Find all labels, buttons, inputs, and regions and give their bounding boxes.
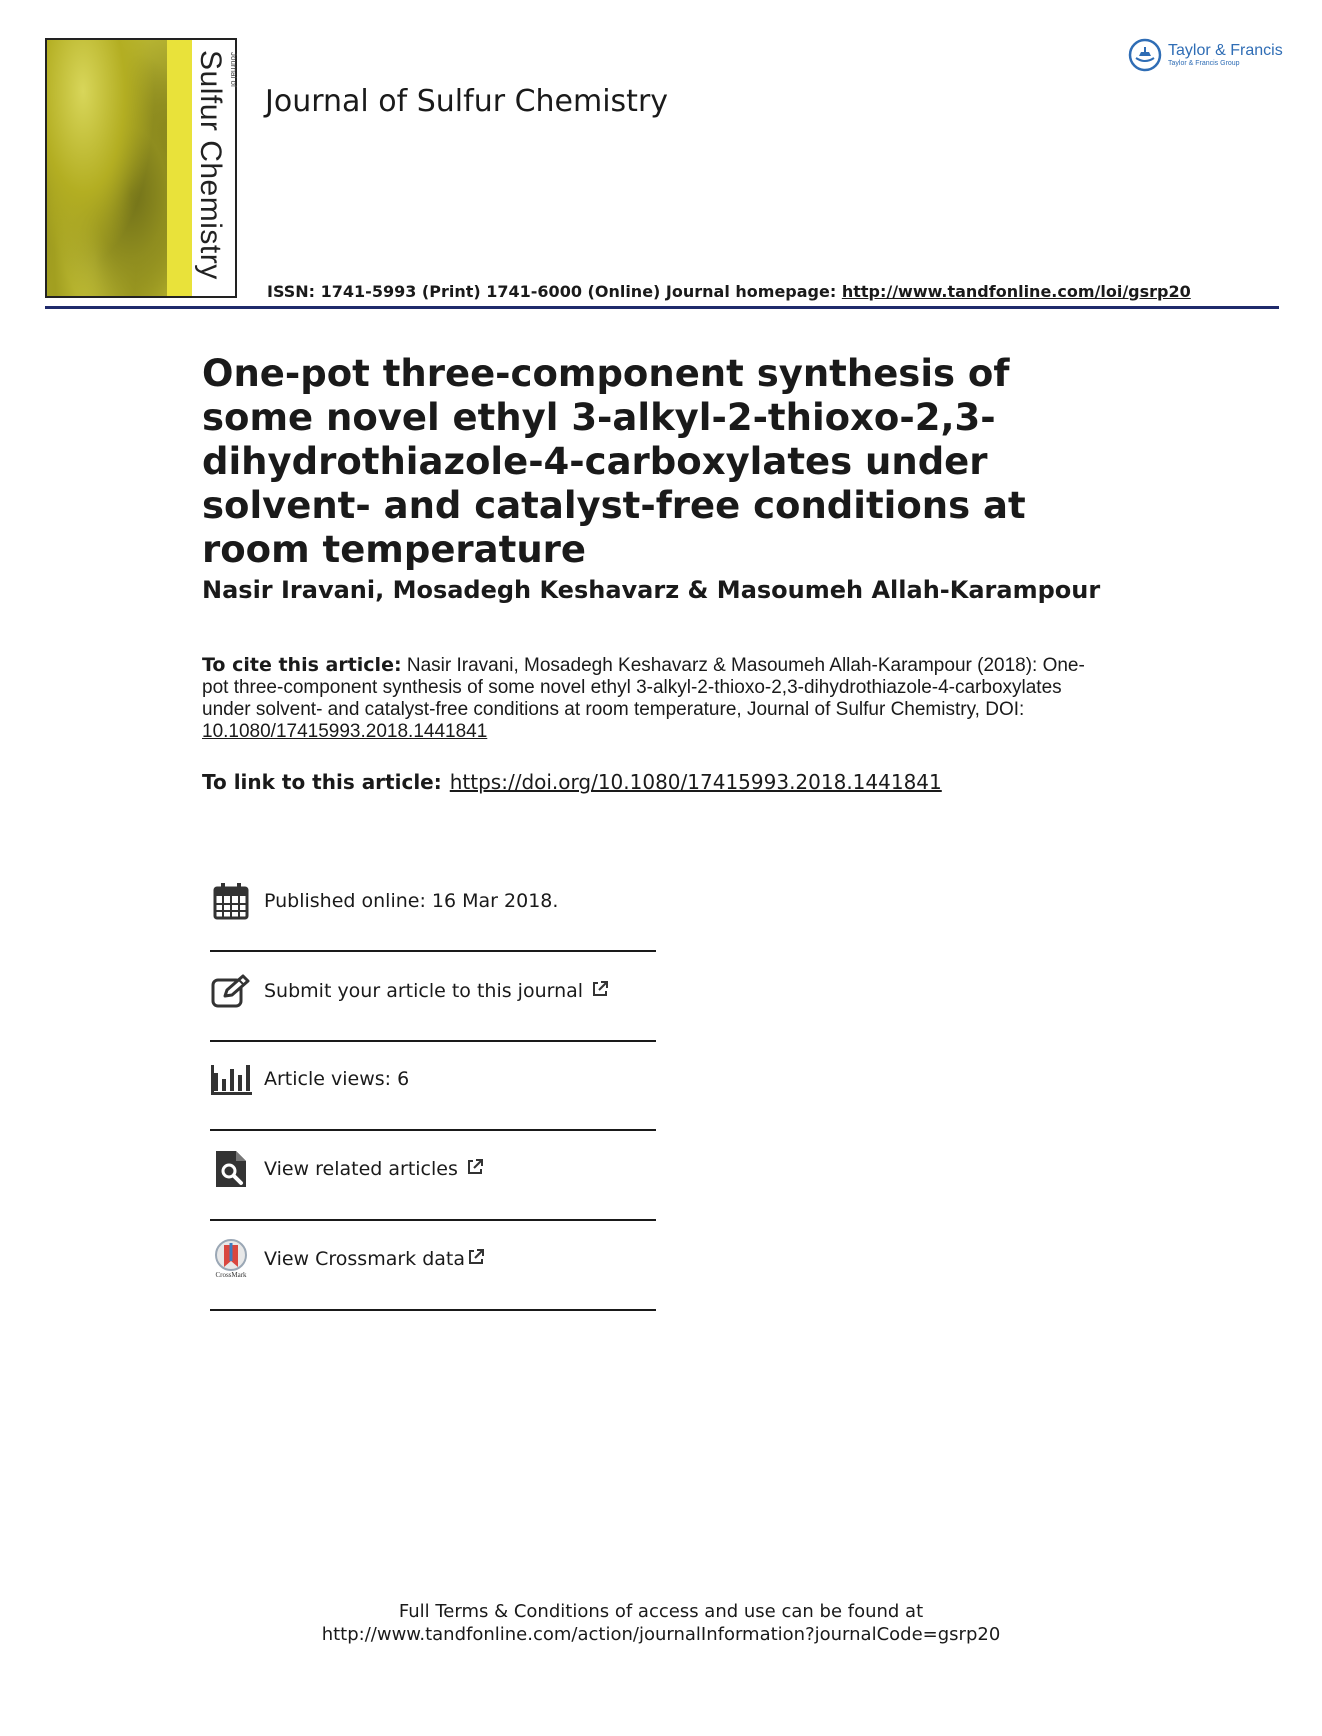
journal-name: Journal of Sulfur Chemistry	[265, 84, 669, 119]
divider	[210, 950, 656, 952]
related-label: View related articles	[264, 1157, 458, 1180]
divider	[210, 1309, 656, 1311]
journal-cover-image	[45, 38, 237, 298]
issn-line	[267, 282, 1191, 301]
cite-text: Nasir Iravani, Mosadegh Keshavarz & Masoumeh Allah-Karampour (2018): One-pot three-component synthesis of some novel ethyl 3-alkyl-2-thioxo-2,3-dihydrothiazole-4-carboxylates under solvent- and catalyst-free conditions at room temperature, Journal of Sulfur Chemistry, DOI:	[202, 655, 1085, 720]
article-authors: Nasir Iravani, Mosadegh Keshavarz & Masoumeh Allah-Karampour	[202, 576, 1101, 604]
cite-label: To cite this article:	[202, 654, 402, 676]
article-doi-link[interactable]: https://doi.org/10.1080/17415993.2018.1441841	[449, 770, 942, 794]
cover-title: Sulfur Chemistry	[194, 50, 227, 280]
cover-strip	[167, 40, 192, 296]
footer-terms	[0, 1600, 1322, 1646]
views-count: Article views: 6	[264, 1068, 410, 1090]
article-title: One-pot three-component synthesis of some novel ethyl 3-alkyl-2-thioxo-2,3-dihydrothiazole-4-carboxylates under solvent- and catalyst-free conditions at room temperature	[202, 352, 1026, 571]
external-link-icon	[466, 1158, 484, 1181]
cover-artwork	[47, 40, 167, 296]
issn-text: ISSN: 1741-5993 (Print) 1741-6000 (Online) Journal homepage:	[267, 282, 842, 301]
cite-doi-link[interactable]: 10.1080/17415993.2018.1441841	[202, 721, 488, 742]
publisher-logo[interactable]	[1128, 38, 1283, 72]
publisher-group: Taylor & Francis Group	[1168, 60, 1240, 67]
footer-terms-link[interactable]: http://www.tandfonline.com/action/journalInformation?journalCode=gsrp20	[321, 1624, 1001, 1645]
citation-block	[202, 654, 1102, 743]
bar-chart-icon	[210, 1058, 252, 1100]
publisher-name: Taylor & Francis	[1168, 42, 1283, 59]
cover-journal-of: Journal of	[229, 52, 238, 88]
taylor-francis-icon	[1128, 38, 1162, 72]
divider	[210, 1129, 656, 1131]
header-divider	[45, 306, 1279, 309]
crossmark-caption: CrossMark	[215, 1271, 247, 1279]
published-date: Published online: 16 Mar 2018.	[264, 890, 559, 912]
divider	[210, 1219, 656, 1221]
edit-icon	[210, 970, 252, 1012]
document-search-icon	[210, 1148, 252, 1190]
external-link-icon	[467, 1248, 485, 1271]
footer-line-1: Full Terms & Conditions of access and use can be found at	[398, 1601, 924, 1622]
external-link-icon	[591, 980, 609, 1003]
article-link-line	[202, 770, 942, 794]
journal-homepage-link[interactable]: http://www.tandfonline.com/loi/gsrp20	[841, 282, 1191, 301]
crossmark-icon	[210, 1238, 252, 1280]
crossmark-label: View Crossmark data	[264, 1247, 466, 1270]
calendar-icon	[210, 880, 252, 922]
divider	[210, 1040, 656, 1042]
submit-label: Submit your article to this journal	[264, 979, 584, 1002]
link-label: To link to this article:	[202, 770, 442, 794]
